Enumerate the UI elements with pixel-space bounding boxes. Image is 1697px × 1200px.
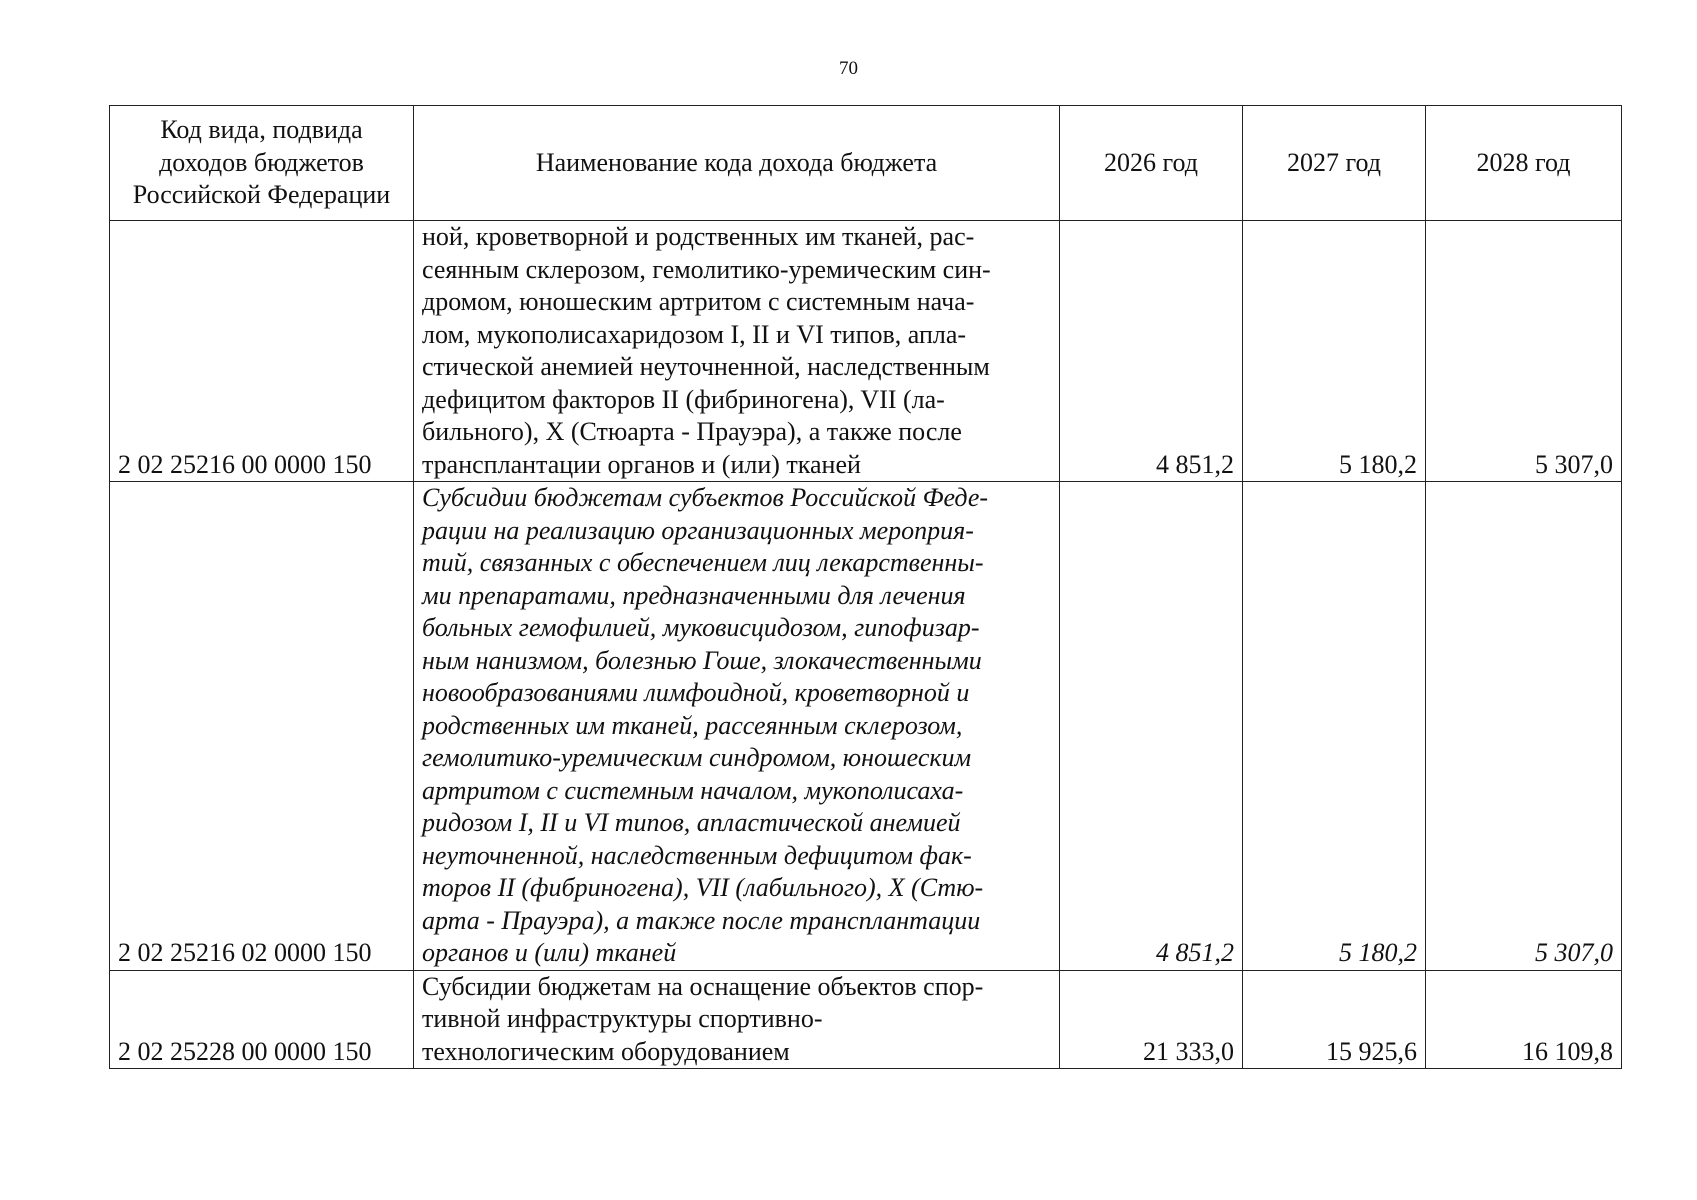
header-code-line: Российской Федерации [132,180,391,210]
header-year-2027: 2027 год [1243,106,1426,221]
revenue-code: 2 02 25216 02 0000 150 [110,482,414,971]
revenue-name-line: Субсидии бюджетам на оснащение объектов спор- [422,971,984,1001]
revenue-name-line: гемолитико-уремическим синдромом, юношеским [422,743,972,772]
amount-2027: 5 180,2 [1243,482,1426,971]
revenue-name-line: рации на реализацию организационных мероприя- [422,515,974,545]
amount-2027: 15 925,6 [1243,970,1426,1069]
amount-2027: 5 180,2 [1243,221,1426,482]
revenue-name-line: новообразованиями лимфоидной, кроветворной и [422,678,970,707]
revenue-name [414,221,1060,482]
revenue-name-line: тивной инфраструктуры спортивно- [422,1004,823,1033]
revenue-code: 2 02 25216 00 0000 150 [110,221,414,482]
amount-2028: 5 307,0 [1426,221,1622,482]
table-header-row [110,106,1622,221]
revenue-code: 2 02 25228 00 0000 150 [110,970,414,1069]
table-row [110,221,1622,482]
revenue-name-line: ным нанизмом, болезнью Гоше, злокачественными [422,645,982,675]
revenue-name-line: больных гемофилией, муковисцидозом, гипофизар- [422,613,980,642]
revenue-name [414,970,1060,1069]
table-row [110,970,1622,1069]
revenue-name-line: стической анемией неуточненной, наследственным [422,352,990,381]
header-name: Наименование кода дохода бюджета [414,106,1060,221]
amount-2026: 21 333,0 [1060,970,1243,1069]
amount-2028: 16 109,8 [1426,970,1622,1069]
header-code-line: Код вида, подвида [160,115,363,145]
header-code [110,106,414,221]
revenue-name-line: бильного), X (Стюарта - Прауэра), а также после [422,417,962,446]
budget-revenue-table [109,105,1622,1069]
revenue-name-line: органов и (или) тканей [422,938,677,967]
revenue-name-line: сеянным склерозом, гемолитико-уремическим син- [422,254,991,284]
amount-2028: 5 307,0 [1426,482,1622,971]
revenue-name-line: торов II (фибриногена), VII (лабильного), X (Стю- [422,873,984,902]
revenue-name-line: родственных им тканей, рассеянным склерозом, [422,710,963,740]
revenue-name-line: технологическим оборудованием [422,1036,790,1066]
revenue-name-line: неуточненной, наследственным дефицитом фак- [422,840,972,870]
revenue-name-line: арта - Прауэра), а также после трансплантации [422,905,981,935]
amount-2026: 4 851,2 [1060,482,1243,971]
revenue-name-line: ридозом I, II и VI типов, апластической анемией [422,808,961,837]
header-code-line: доходов бюджетов [159,147,364,177]
page-number: 70 [839,58,858,79]
revenue-name-line: ми препаратами, предназначенными для лечения [422,580,966,610]
revenue-name [414,482,1060,971]
revenue-name-line: Субсидии бюджетам субъектов Российской Феде- [422,483,989,512]
table-row [110,482,1622,971]
revenue-name-line: дромом, юношеским артритом с системным нача- [422,287,975,316]
revenue-name-line: ной, кроветворной и родственных им тканей, рас- [422,222,975,251]
revenue-name-line: лом, мукополисахаридозом I, II и VI типов, апла- [422,319,967,349]
revenue-name-line: дефицитом факторов II (фибриногена), VII (ла- [422,384,945,414]
header-year-2026: 2026 год [1060,106,1243,221]
header-year-2028: 2028 год [1426,106,1622,221]
revenue-name-line: тий, связанных с обеспечением лиц лекарственны- [422,548,984,577]
revenue-name-line: трансплантации органов и (или) тканей [422,449,861,479]
revenue-name-line: артритом с системным началом, мукополисаха- [422,775,964,805]
amount-2026: 4 851,2 [1060,221,1243,482]
